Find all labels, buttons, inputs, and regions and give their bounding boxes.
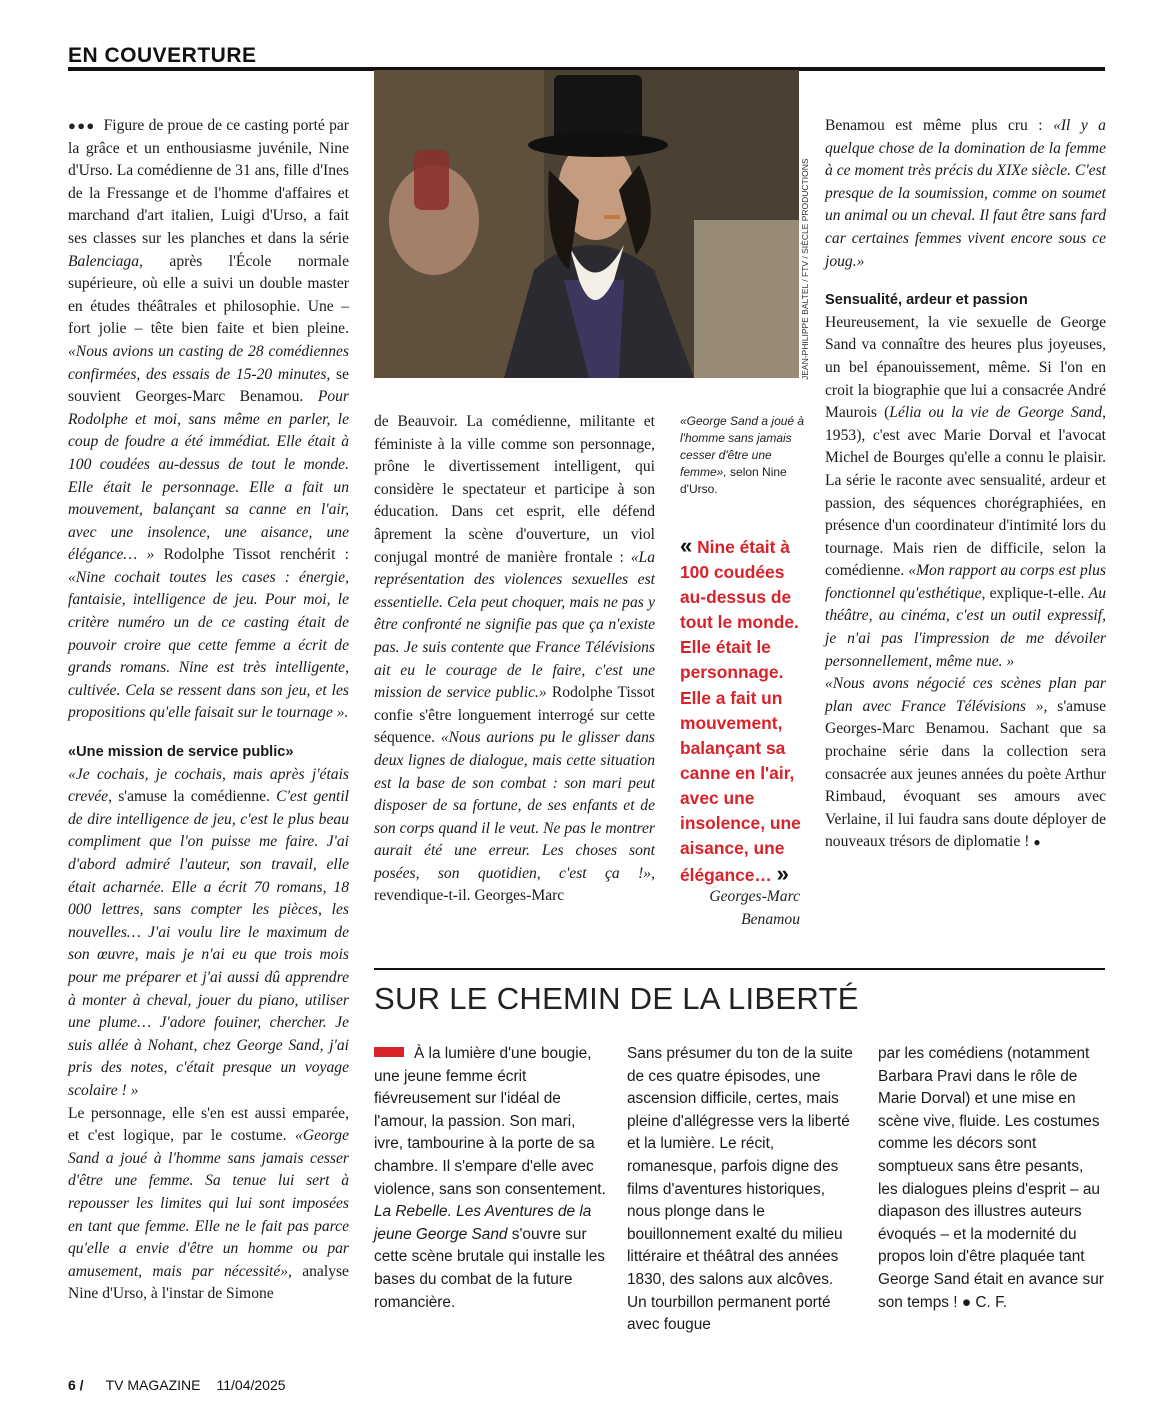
quote: C'est gentil de dire intelligence de jeu, c'est le plus beau compliment que l'on puisse me faire. J'ai d'abord admiré l'auteur, son travail, elle était acharnée. Elle a écrit 70 romans, 18 000 lettres, sans compter les pièces, les nouvelles… J'ai voulu lire le maximum de son œuvre, mais je n'ai eu que trois mois pour me préparer et j'ai aussi dû apprendre à monter à cheval, jouer du piano, utiliser une plume… J'adore fouiner, chercher. Je suis allée à Nohant, chez George Sand, j'ai pris des notes, c'était presque un voyage scolaire ! »: [68, 788, 349, 1099]
attribution: se souvient Georges-Marc Benamou.: [68, 365, 349, 406]
issue-date: 11/04/2025: [216, 1377, 286, 1393]
attribution: analyse Nine d'Urso, à l'instar de Simone: [68, 1262, 349, 1303]
quote: «Je cochais, je cochais, mais après j'étais crevée,: [68, 765, 349, 806]
quote: «George Sand a joué à l'homme sans jamais cesser d'être une femme. Sa tenue lui sert à repousser les limites qui lui sont imposées en tant que femme. Elle ne le fait pas parce qu'elle a envie d'être un homme ou par amusement, mais par nécessité»,: [68, 1127, 349, 1280]
article-column-1: [68, 115, 349, 1306]
open-quote-mark: «: [680, 533, 693, 558]
close-quote-mark: »: [776, 861, 789, 887]
pull-quote: [680, 533, 810, 888]
paragraph: Sans présumer du ton de la suite de ces quatre épisodes, une ascension difficile, certes, mais pleine d'allégresse vers la liberté et la lumière. Le récit, romanesque, parfois digne des films d'aventures historiques, nous plonge dans le bouillonnement exalté du milieu littéraire et théâtral des années 1830, des salons aux alcôves. Un tourbillon permanent porté avec fougue: [627, 1045, 853, 1334]
intro-paragraph: [68, 115, 349, 725]
attribution: Rodolphe Tissot renchérit :: [154, 546, 349, 564]
actress-portrait-illustration: [374, 70, 799, 378]
quote: Au théâtre, au cinéma, c'est un outil expressif, je n'ai pas l'impression de me dévoiler personnellement, même nue. »: [825, 584, 1106, 670]
paragraph: [825, 115, 1106, 273]
text: Benamou est même plus cru :: [825, 117, 1054, 134]
section-rubric: EN COUVERTURE: [68, 44, 257, 67]
quote: «La représentation des violences sexuelles est essentielle. Cela peut choquer, mais ne pas y être confronté ne signifie pas que ça n'existe pas. Je suis contente que France Télévisions ait eu le courage de le faire, c'est une mission de service public.»: [374, 548, 655, 702]
attribution: s'amuse la comédienne.: [112, 788, 277, 806]
text: par les comédiens (notamment Barbara Pravi dans le rôle de Marie Dorval) et une mise en scène vive, fluide. Les costumes comme les décors sont somptueux sans être pesants, les dialogues pleins d'esprit – au diapason des illustres auteurs évoqués – et la modernité du propos loin d'être plaquée tant George Sand était en avance sur son temps !: [878, 1045, 1104, 1311]
end-mark-icon: ●: [1033, 835, 1041, 850]
paragraph: [374, 1043, 606, 1314]
text: s'ouvre sur cette scène brutale qui installe les bases du combat de la future romancière.: [374, 1225, 605, 1311]
intro-text-2: , après l'École normale supérieure, où elle a suivi un double master en études théâtrales et philosophie. Une – fort jolie – tête bien faite et bien pleine.: [68, 252, 349, 338]
subheading: Sensualité, ardeur et passion: [825, 292, 1028, 309]
pull-quote-author: Georges-Marc Benamou: [709, 888, 800, 928]
article-column-2: [374, 411, 655, 908]
subheading: «Une mission de service public»: [68, 744, 294, 761]
box-title: SUR LE CHEMIN DE LA LIBERTÉ: [374, 981, 859, 1016]
paragraph: [374, 411, 655, 908]
page-footer: [68, 1377, 286, 1393]
text: s'amuse Georges-Marc Benamou. Sachant que sa prochaine série dans la collection sera consacrée aux jeunes années du poète Arthur Rimbaud, évoquant ses amours avec Verlaine, il lui faudra sans doute déployer de nouveaux trésors de diplomatie !: [825, 697, 1106, 851]
paragraph: [68, 1103, 349, 1306]
box-column-2: [627, 1043, 857, 1337]
text: Rodolphe Tissot confie s'être longuement interrogé sur cette séquence.: [374, 684, 655, 747]
book-title: Lélia ou la vie de George Sand: [889, 404, 1103, 422]
quote: «Il y a quelque chose de la domination de la femme à ce moment très précis du XIXe siècle. C'est presque de la soumission, comme on soumet un animal ou un cheval. Il faut être sans fard car certaines femmes vivent encore sous ce joug.»: [825, 117, 1106, 270]
text: de Beauvoir. La comédienne, militante et féministe à la ville comme son personnage, prône le divertissement intelligent, qui considère le spectateur et participe à son éducation. Dans cet esprit, elle défend âprement la scène d'ouverture, un viol conjugal montré de manière frontale :: [374, 413, 655, 566]
text: explique-t-elle.: [985, 584, 1089, 602]
caption-attribution: selon Nine d'Urso.: [680, 465, 787, 496]
paragraph: [878, 1043, 1106, 1314]
series-title: Balenciaga: [68, 252, 140, 270]
article-column-4: [825, 115, 1106, 854]
box-column-1: [374, 1043, 606, 1314]
red-bar-icon: [374, 1047, 404, 1057]
quote: «Nine cochait toutes les cases : énergie, fantaisie, intelligence de jeu. Pour moi, le critère numéro un de ce casting était de pouvoir croire que cette femme a écrit de grands romans. Nine est très intelligente, cultivée. Cela se ressent dans son jeu, et les propositions qu'elle faisait sur le tournage ».: [68, 568, 349, 722]
caption-quote: «George Sand a joué à l'homme sans jamais cesser d'être une femme»,: [680, 414, 805, 479]
text: Le personnage, elle s'en est aussi emparée, et c'est logique, par le costume.: [68, 1104, 349, 1145]
pull-quote-text: Nine était à 100 coudées au-dessus de tout le monde. Elle était le personnage. Elle a fait un mouvement, balançant sa canne en l'air, avec une insolence, une aisance, une élégance…: [680, 537, 801, 886]
quote: «Mon rapport au corps est plus fonctionnel qu'esthétique,: [825, 562, 1106, 602]
series-title: La Rebelle. Les Aventures de la jeune George Sand: [374, 1203, 592, 1243]
quote: «Nous aurions pu le glisser dans deux lignes de dialogue, mais cette situation est la base de son combat : son mari peut disposer de sa fortune, de ses enfants et de son corps quand il le veut. Ne pas le montrer aurait été une erreur. Les choses sont posées, son quotidien, c'est ça !»,: [374, 729, 656, 882]
paragraph: [68, 764, 349, 1103]
bullet-dots-icon: ●●●: [68, 118, 96, 133]
box-rule: [374, 968, 1105, 970]
signature: ● C. F.: [961, 1293, 1008, 1311]
quote: «Nous avons négocié ces scènes plan par plan avec France Télévisions »,: [825, 675, 1106, 715]
magazine-name: TV MAGAZINE: [105, 1377, 201, 1393]
quote: Pour Rodolphe et moi, sans même en parler, le coup de foudre a été immédiat. Elle était à 100 coudées au-dessus de tout le monde. Elle était le personnage. Elle a fait un mouvement, balançant sa canne en l'air, avec une insolence, une aisance, une élégance… »: [68, 388, 349, 564]
box-column-3: [878, 1043, 1106, 1314]
text: À la lumière d'une bougie, une jeune femme écrit fiévreusement sur l'idéal de l'amour, la passion. Son mari, ivre, tambourine à la porte de sa chambre. Il s'empare d'elle avec violence, sans son consentement.: [374, 1045, 606, 1198]
intro-text: Figure de proue de ce casting porté par la grâce et un enthousiasme juvénile, Nine d'Urso. La comédienne de 31 ans, fille d'Ines de la Fressange et de l'homme d'affaires et marchand d'art italien, Luigi d'Urso, a fait ses classes sur les planches et dans la série: [68, 117, 350, 247]
paragraph: [825, 312, 1106, 674]
page-number: 6 /: [68, 1377, 84, 1393]
photo-credit: JEAN-PHILIPPE BALTEL / FTV / SIÈCLE PRODUCTIONS: [800, 158, 810, 380]
text: , 1953), c'est avec Marie Dorval et l'avocat Michel de Bourges qu'elle a connu le plaisir. La série le raconte avec sensualité, ardeur et passion, des séquences chorégraphiées, en présence d'un coordinateur d'intimité lors du tournage. Mais rien de difficile, selon la comédienne.: [825, 404, 1106, 580]
text: revendique-t-il. Georges-Marc: [374, 887, 565, 905]
text: Heureusement, la vie sexuelle de George Sand va connaître des heures plus joyeuses, un bel épanouissement, même. Si l'on en croit la biographie que lui a consacrée André Maurois (: [825, 313, 1106, 422]
cover-photo: [374, 70, 799, 378]
paragraph: [825, 673, 1106, 854]
photo-caption: [680, 413, 820, 498]
quote: «Nous avions un casting de 28 comédiennes confirmées, des essais de 15-20 minutes,: [68, 342, 349, 383]
